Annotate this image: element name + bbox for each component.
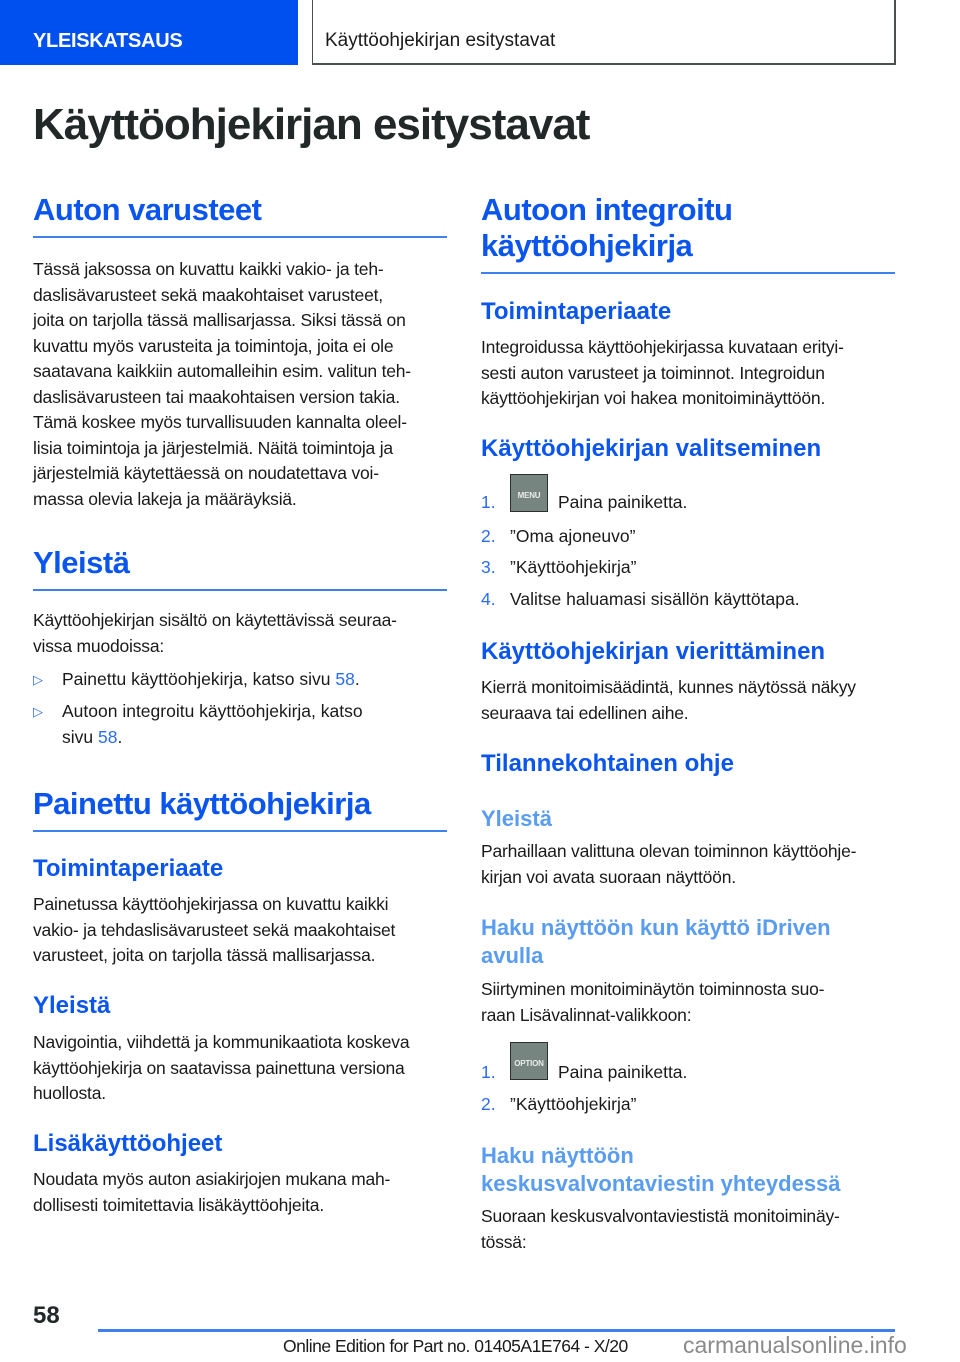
heading-line: avulla (481, 943, 544, 968)
text-line: Suoraan keskusvalvontaviestistä monitoiminäy- (481, 1206, 840, 1226)
paragraph-lisakayttoohjeet (33, 1167, 447, 1218)
step-item (481, 1092, 895, 1118)
text-line: raan Lisävalinnat-valikkoon: (481, 1004, 692, 1025)
heading-autoon-integroitu (481, 192, 895, 274)
heading-valitseminen: Käyttöohjekirjan valitseminen (481, 435, 822, 462)
page-link[interactable]: 58 (335, 669, 355, 689)
bullet-text: sivu (62, 726, 98, 747)
heading-painettu: Painettu käyttöohjekirja (33, 786, 447, 832)
paragraph-idrive (481, 977, 895, 1028)
text-line: joita on tarjolla tässä mallisarjassa. Siksi tässä on (33, 310, 406, 330)
text-line: Tämä koskee myös turvallisuuden kannalta oleel- (33, 412, 407, 432)
text-line: daslisävarusteet sekä maakohtaiset varusteet, (33, 284, 383, 305)
step-item (481, 524, 895, 550)
page-link[interactable]: 58 (97, 726, 118, 747)
option-key-icon: OPTION (510, 1042, 548, 1080)
heading-line: Autoon integroitu (481, 192, 733, 227)
text-line: dollisesti toimitettavia lisäkäyttöohjeita. (33, 1194, 324, 1215)
heading-toimintaperiaate-right: Toimintaperiaate (481, 298, 672, 325)
text-line: saatavana kaikkiin automalleihin esim. valitun teh- (33, 361, 411, 381)
punctuation: . (117, 726, 123, 747)
text-line: Navigointia, viihdettä ja kommunikaatiota koskeva (33, 1032, 410, 1052)
paragraph-toimintaperiaate-right (481, 335, 895, 412)
step-item (481, 490, 895, 516)
heading-yleista-2: Yleistä (33, 992, 111, 1019)
heading-toimintaperiaate: Toimintaperiaate (33, 855, 224, 882)
heading-tilannekohtainen: Tilannekohtainen ohje (481, 750, 734, 777)
bullet-item (33, 699, 447, 750)
text-line: sesti auton varusteet ja toiminnot. Integroidun (481, 362, 825, 383)
text-line: Noudata myös auton asiakirjojen mukana mah- (33, 1169, 391, 1189)
text-line: massa olevia lakeja ja määräyksiä. (33, 488, 297, 509)
step-text: ”Käyttöohjekirja” (510, 557, 637, 577)
text-line: Käyttöohjekirjan sisältö on käytettävissä seuraa- (33, 610, 397, 630)
step-number: 2. (481, 526, 496, 546)
text-line: Parhaillaan valittuna olevan toiminnon käyttöohje- (481, 841, 857, 861)
section-tab (0, 0, 298, 65)
section-label: YLEISKATSAUS (33, 30, 183, 52)
step-number: 2. (481, 1094, 496, 1114)
step-item (481, 1060, 895, 1086)
text-line: kuvattu myös varusteita ja toimintoja, joita ei ole (33, 335, 394, 356)
text-line: daslisävarusteen tai maakohtaisen version takia. (33, 386, 400, 407)
text-line: käyttöohjekirjan voi hakea monitoiminäyttöön. (481, 388, 826, 408)
step-item (481, 555, 895, 581)
topic-tab (312, 0, 896, 65)
text-line: tössä: (481, 1231, 527, 1252)
text-line: kirjan voi avata suoraan näyttöön. (481, 866, 736, 887)
heading-auton-varusteet: Auton varusteet (33, 192, 447, 238)
heading-yleista-right: Yleistä (481, 806, 552, 831)
menu-key-icon: MENU (510, 474, 548, 512)
bullet-text: Autoon integroitu käyttöohjekirja, katso (62, 701, 363, 721)
step-text: Valitse haluamasi sisällön käyttötapa. (510, 589, 800, 609)
paragraph-toimintaperiaate (33, 892, 447, 969)
page-number: 58 (33, 1302, 60, 1329)
text-line: varusteet, joita on tarjolla tässä mallisarjassa. (33, 945, 376, 965)
edition-text: Online Edition for Part no. 01405A1E764 - X/20 (283, 1336, 628, 1356)
paragraph-keskusvalvonta (481, 1204, 895, 1255)
step-number: 3. (481, 557, 496, 577)
heading-line: Haku näyttöön kun käyttö iDriven (481, 915, 831, 940)
triangle-bullet-icon: ▷ (33, 672, 43, 687)
text-line: Kierrä monitoimisäädintä, kunnes näytössä näkyy (481, 677, 856, 697)
paragraph-yleista (33, 608, 447, 659)
paragraph-yleista-right (481, 839, 895, 890)
bullet-text: Painettu käyttöohjekirja, katso sivu (62, 669, 336, 689)
step-text: ”Oma ajoneuvo” (510, 526, 636, 546)
text-line: järjestelmiä käytettäessä on noudatettava voi- (33, 463, 379, 483)
step-number: 1. (481, 1062, 496, 1082)
step-number: 4. (481, 589, 496, 609)
bullet-item (33, 667, 447, 693)
step-text: ”Käyttöohjekirja” (510, 1094, 637, 1114)
text-line: huollosta. (33, 1083, 106, 1103)
paragraph-vierittaminen (481, 675, 895, 726)
heading-line: Haku näyttöön (481, 1143, 634, 1168)
heading-keskusvalvonta (481, 1142, 895, 1198)
step-item (481, 587, 895, 613)
text-line: seuraava tai edellinen aihe. (481, 702, 689, 723)
heading-vierittaminen: Käyttöohjekirjan vierittäminen (481, 638, 826, 665)
step-text: Paina painiketta. (558, 1062, 688, 1082)
punctuation: . (354, 669, 360, 689)
topic-label: Käyttöohjekirjan esitystavat (325, 30, 556, 51)
heading-line: keskusvalvontaviestin yhteydessä (481, 1171, 841, 1196)
text-line: käyttöohjekirja on saatavissa painettuna versiona (33, 1057, 405, 1078)
text-line: Tässä jaksossa on kuvattu kaikki vakio- ja teh- (33, 259, 384, 279)
step-text: Paina painiketta. (558, 492, 688, 512)
text-line: Painetussa käyttöohjekirjassa on kuvattu kaikki (33, 894, 389, 914)
step-number: 1. (481, 492, 496, 512)
watermark: carmanualsonline.info (683, 1332, 907, 1358)
text-line: Integroidussa käyttöohjekirjassa kuvataan erityi- (481, 337, 844, 357)
text-line: lisia toimintoja ja järjestelmiä. Näitä toimintoja ja (33, 437, 393, 458)
heading-line: käyttöohjekirja (481, 228, 693, 263)
heading-idrive (481, 914, 895, 970)
triangle-bullet-icon: ▷ (33, 704, 43, 719)
heading-yleista: Yleistä (33, 545, 447, 591)
page-title: Käyttöohjekirjan esitystavat (33, 100, 590, 149)
text-line: Siirtyminen monitoiminäytön toiminnosta suo- (481, 979, 825, 999)
text-line: vissa muodoissa: (33, 635, 165, 656)
text-line: vakio- ja tehdaslisävarusteet sekä maakohtaiset (33, 919, 396, 940)
paragraph-auton-varusteet (33, 257, 447, 512)
paragraph-yleista-2 (33, 1030, 447, 1107)
heading-lisakayttoohjeet: Lisäkäyttöohjeet (33, 1130, 223, 1157)
